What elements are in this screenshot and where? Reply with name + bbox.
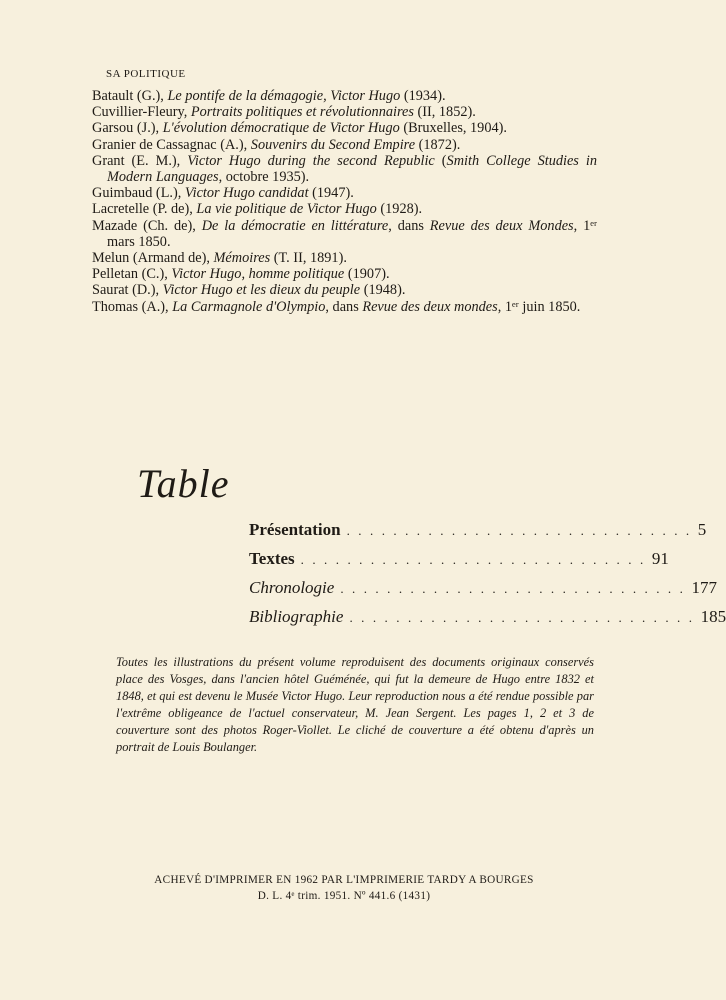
toc-page-number: 5 [697,520,707,539]
illustration-credits: Toutes les illustrations du présent volume reproduisent des documents originaux conservés place des Vosges, dans l'ancien hôtel Guéménée, qui fut la demeure de Hugo entre 1832 et 1848, et qui est devenu le Musée Victor Hugo. Leur reproduction nous a été rendue possible par l'extrême obligeance de l'actuel conservateur, M. Jean Sergent. Les pages 1, 2 et 3 de couverture sont des photos Roger-Viollet. Le cliché de couverture a été obtenu d'après un portrait de Louis Boulanger. [116,655,594,754]
toc-page-number: 177 [691,578,717,597]
colophon-printer-line: ACHEVÉ D'IMPRIMER EN 1962 PAR L'IMPRIMERIE TARDY A BOURGES [154,874,534,886]
toc-label: Présentation [249,520,341,539]
bibliography-entry: Grant (E. M.), Victor Hugo during the second Republic (Smith College Studies in Modern Languages, octobre 1935). [92,152,597,186]
bibliography-entry: Lacretelle (P. de), La vie politique de Victor Hugo (1928). [92,201,423,218]
toc-leader-dots: . . . . . . . . . . . . . . . . . . . . . . . . . . . . . . [346,523,692,538]
bibliography-list [92,88,597,315]
bibliography-entry: Batault (G.), Le pontife de la démagogie, Victor Hugo (1934). [92,88,446,104]
colophon-legal-deposit-line: D. L. 4ᵉ trim. 1951. Nº 441.6 (1431) [257,890,431,902]
toc-leader-dots: . . . . . . . . . . . . . . . . . . . . . . . . . . . . . . [300,552,646,567]
toc-label: Chronologie [249,578,335,597]
bibliography-entry: Granier de Cassagnac (A.), Souvenirs du Second Empire (1872). [92,136,461,153]
toc-leader-dots: . . . . . . . . . . . . . . . . . . . . . . . . . . . . . . [349,610,695,625]
toc-entry-chronologie[interactable] [249,578,717,607]
bibliography-entry: Melun (Armand de), Mémoires (T. II, 1891). [92,250,347,267]
table-of-contents [249,520,726,636]
toc-entry-textes[interactable] [249,549,669,578]
bibliography-entry: Guimbaud (L.), Victor Hugo candidat (1947). [92,185,354,202]
bibliography-entry: Cuvillier-Fleury, Portraits politiques et révolutionnaires (II, 1852). [92,104,476,121]
bibliography-entry: Pelletan (C.), Victor Hugo, homme politique (1907). [92,266,390,283]
colophon [100,872,588,904]
bibliography-entry: Mazade (Ch. de), De la démocratie en littérature, dans Revue des deux Mondes, 1ᵉʳ mars 1850. [92,217,597,250]
toc-label: Bibliographie [249,607,344,626]
bibliography-entry: Thomas (A.), La Carmagnole d'Olympio, dans Revue des deux mondes, 1ᵉʳ juin 1850. [92,298,581,315]
toc-page-number: 185 [700,607,726,626]
bibliography-entry: Saurat (D.), Victor Hugo et les dieux du peuple (1948). [92,282,406,299]
toc-leader-dots: . . . . . . . . . . . . . . . . . . . . . . . . . . . . . . [340,581,686,596]
toc-label: Textes [249,549,295,568]
bibliography-entry: Garsou (J.), L'évolution démocratique de Victor Hugo (Bruxelles, 1904). [92,120,507,137]
toc-page-number: 91 [651,549,669,568]
toc-entry-presentation[interactable] [249,520,707,549]
running-head: SA POLITIQUE [106,68,186,80]
table-heading: Table [137,461,230,506]
toc-entry-bibliographie[interactable] [249,607,726,636]
